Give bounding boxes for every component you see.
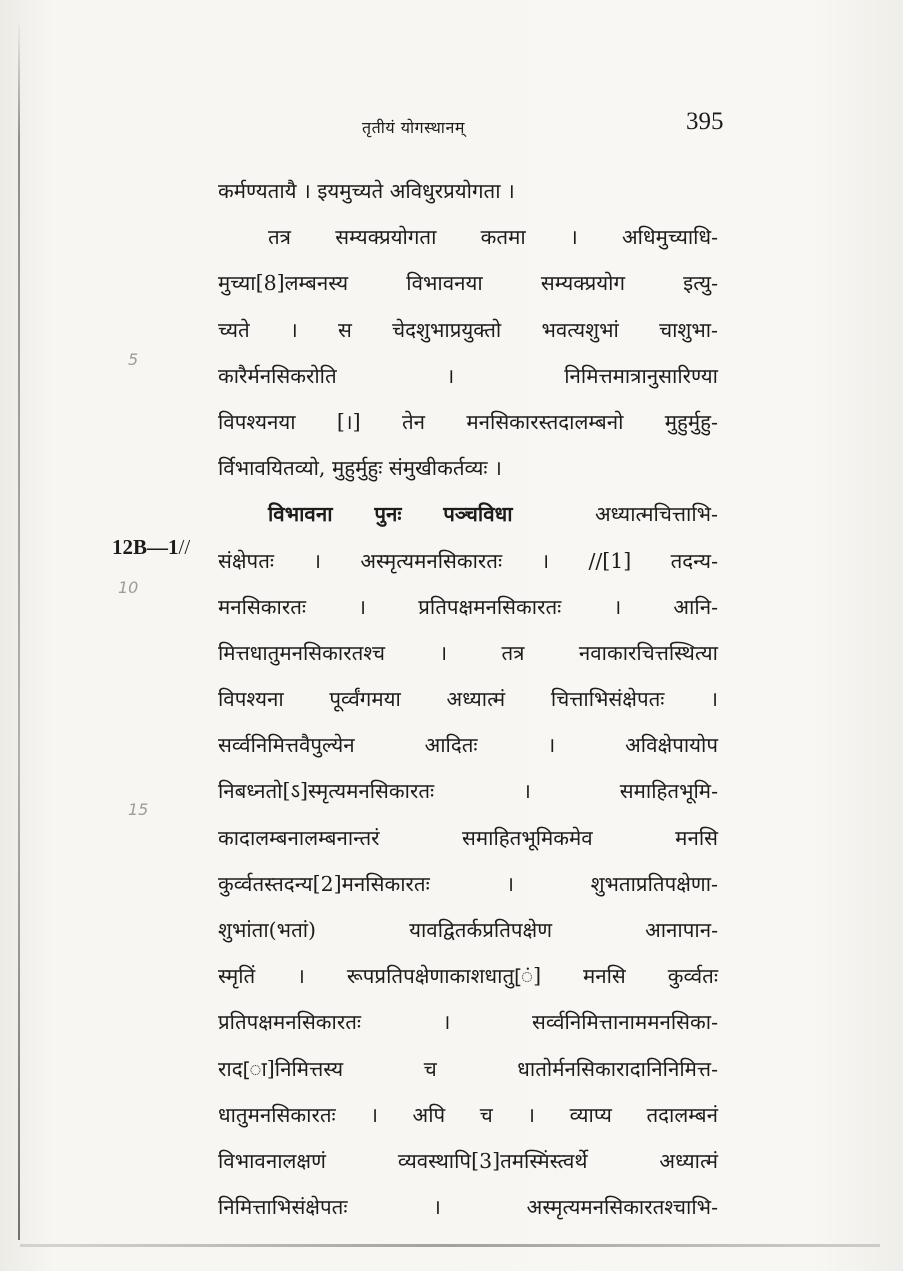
text-line: स्मृतिं । रूपप्रतिपक्षेणाकाशधातु[ं] मनसि कुर्व्वतः (218, 964, 718, 989)
text-line: संक्षेपतः । अस्मृत्यमनसिकारतः । //[1] तदन्य- (218, 548, 718, 573)
text-line: राद[ा]निमित्तस्य च धातोर्मनसिकारादानिनिमित्त- (218, 1056, 718, 1081)
text-line: विभावनालक्षणं व्यवस्थापि[3]तमस्मिंस्त्वर्थे अध्यात्मं (218, 1148, 718, 1173)
page-number: 395 (686, 108, 724, 135)
text-line: मनसिकारतः । प्रतिपक्षमनसिकारतः । आनि- (218, 594, 718, 619)
text-line (218, 491, 718, 537)
text-line: कारैर्मनसिकरोति । निमित्तमात्रानुसारिण्या (218, 363, 718, 388)
binding-shadow (18, 20, 20, 1240)
text-line: मुच्या[8]लम्बनस्य विभावनया सम्यक्प्रयोग इत्यु- (218, 271, 718, 296)
text-line: तत्र सम्यक्प्रयोगता कतमा । अधिमुच्याधि- (268, 225, 718, 250)
text-line: च्यते । स चेदशुभाप्रयुक्तो भवत्यशुभां चाशुभा- (218, 317, 718, 342)
text-line: निमित्ताभिसंक्षेपतः । अस्मृत्यमनसिकारतश्चाभि- (218, 1195, 718, 1220)
pencil-note: 15 (128, 800, 149, 819)
folio-ref-label: 12B—1 (112, 535, 179, 559)
text-line: निबध्नतो[ऽ]स्मृत्यमनसिकारतः । समाहितभूमि- (218, 779, 718, 804)
page-bottom-edge (20, 1244, 880, 1247)
text-line: मित्तधातुमनसिकारतश्च । तत्र नवाकारचित्तस्थित्या (218, 640, 718, 665)
text-line-rest: अध्यात्मचित्ताभि- (594, 502, 718, 527)
text-line: विपश्यना पूर्व्वंगमया अध्यात्मं चित्ताभिसंक्षेपतः । (218, 687, 718, 712)
text-line: विपश्यनया [।] तेन मनसिकारस्तदालम्बनो मुहुर्मुहु- (218, 409, 718, 434)
text-line: कुर्व्वतस्तदन्य[2]मनसिकारतः । शुभताप्रतिपक्षेणा- (218, 871, 718, 896)
text-line: धातुमनसिकारतः । अपि च । व्याप्य तदालम्बनं (218, 1102, 718, 1127)
text-line: सर्व्वनिमित्तवैपुल्येन आदितः । अविक्षेपायोप (218, 733, 718, 758)
text-line: प्रतिपक्षमनसिकारतः । सर्व्वनिमित्तानाममनसिका- (218, 1010, 718, 1035)
text-line: कादालम्बनालम्बनान्तरं समाहितभूमिकमेव मनसि (218, 825, 718, 850)
body-text (218, 168, 718, 1230)
folio-ref-slash: // (178, 535, 191, 559)
margin-folio-reference (112, 532, 190, 562)
section-heading: विभावना पुनः पञ्चविधा (268, 502, 513, 527)
running-head: तृतीयं योगस्थानम् (362, 118, 465, 137)
text-line: शुभांता(भतां) यावद्वितर्कप्रतिपक्षेण आनापान- (218, 918, 718, 942)
text-line: कर्मण्यतायै । इयमुच्यते अविधुरप्रयोगता । (218, 179, 515, 203)
text-line: र्विभावयितव्यो, मुहुर्मुहुः संमुखीकर्तव्यः । (218, 456, 502, 481)
pencil-note: 10 (118, 578, 139, 597)
pencil-note: 5 (128, 350, 139, 369)
